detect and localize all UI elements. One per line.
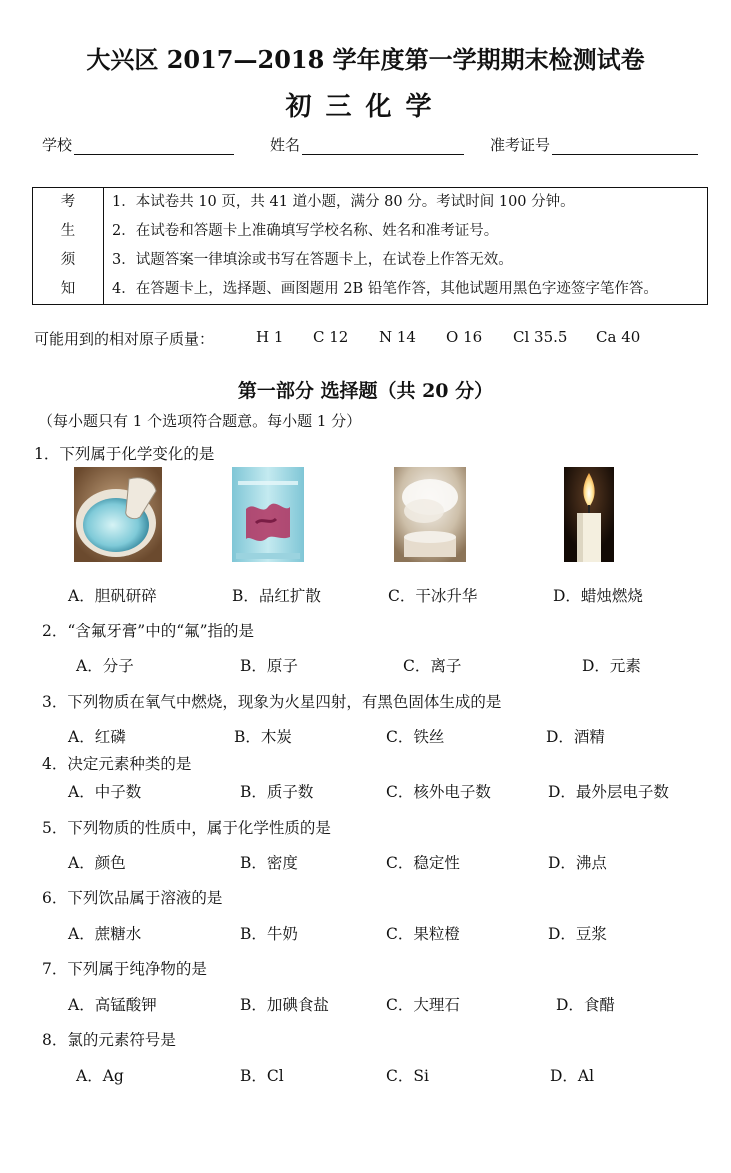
notes-side-char: 知	[60, 281, 76, 297]
option-d[interactable]: D．Al	[550, 1067, 595, 1085]
note-item: 4．在答题卡上，选择题、画图题用 2B 铅笔作答，其他试题用黑色字迹签字笔作答。	[112, 281, 658, 297]
dry-ice-image	[394, 467, 466, 562]
option-b[interactable]: B．木炭	[234, 728, 292, 746]
notes-side-char: 生	[60, 223, 76, 239]
candidate-notes-table	[32, 187, 708, 305]
option-c[interactable]: C．Si	[386, 1067, 429, 1085]
mortar-pestle-image	[74, 467, 162, 562]
option-a[interactable]: A．中子数	[68, 783, 142, 801]
option-d[interactable]: D．酒精	[546, 728, 605, 746]
id-blank[interactable]	[552, 138, 698, 155]
notes-content	[104, 188, 708, 305]
atomic-masses	[34, 328, 640, 349]
notes-side-char: 考	[60, 194, 76, 210]
option-a[interactable]: A．Ag	[76, 1067, 124, 1085]
mass-item: Cl 35.5	[513, 328, 568, 346]
question-stem: 6．下列饮品属于溶液的是	[42, 889, 223, 907]
school-field	[42, 134, 234, 155]
section-note: （每小题只有 1 个选项符合题意。每小题 1 分）	[38, 412, 362, 430]
note-item: 3．试题答案一律填涂或书写在答题卡上，在试卷上作答无效。	[112, 252, 513, 268]
question-stem: 7．下列属于纯净物的是	[42, 960, 207, 978]
beaker-dye-image	[232, 467, 304, 562]
name-field	[270, 134, 464, 155]
option-c[interactable]: C．铁丝	[386, 728, 445, 746]
option-b[interactable]: B．加碘食盐	[240, 996, 329, 1014]
question-stem: 4．决定元素种类的是	[42, 755, 192, 773]
id-label: 准考证号	[490, 136, 551, 154]
note-item: 2．在试卷和答题卡上准确填写学校名称、姓名和准考证号。	[112, 223, 499, 239]
option-b[interactable]: B．品红扩散	[232, 587, 321, 605]
exam-subtitle: 初三化学	[285, 92, 446, 122]
name-blank[interactable]	[302, 138, 464, 155]
option-a[interactable]: A．蔗糖水	[68, 925, 142, 943]
option-a[interactable]: A．分子	[76, 657, 134, 675]
mass-item: O 16	[446, 328, 483, 346]
option-b[interactable]: B．密度	[240, 854, 298, 872]
note-item: 1．本试卷共 10 页，共 41 道小题，满分 80 分。考试时间 100 分钟。	[112, 194, 575, 210]
question-stem: 3．下列物质在氧气中燃烧，现象为火星四射，有黑色固体生成的是	[42, 693, 502, 711]
mass-item: Ca 40	[596, 328, 641, 346]
option-d[interactable]: D．沸点	[548, 854, 607, 872]
option-c[interactable]: C．干冰升华	[388, 587, 478, 605]
option-c[interactable]: C．大理石	[386, 996, 460, 1014]
option-d[interactable]: D．元素	[582, 657, 641, 675]
option-a[interactable]: A．胆矾研碎	[68, 587, 157, 605]
option-c[interactable]: C．果粒橙	[386, 925, 460, 943]
option-a[interactable]: A．颜色	[68, 854, 126, 872]
option-d[interactable]: D．最外层电子数	[548, 783, 669, 801]
id-field	[490, 134, 698, 155]
burning-candle-image	[564, 467, 614, 562]
mass-item: C 12	[313, 328, 349, 346]
exam-title: 大兴区 2017—2018 学年度第一学期期末检测试卷	[86, 45, 645, 74]
option-c[interactable]: C．核外电子数	[386, 783, 491, 801]
option-c[interactable]: C．离子	[403, 657, 462, 675]
question-stem: 8．氯的元素符号是	[42, 1031, 176, 1049]
notes-side-char: 须	[60, 252, 76, 268]
option-d[interactable]: D．豆浆	[548, 925, 607, 943]
option-b[interactable]: B．牛奶	[240, 925, 298, 943]
option-d[interactable]: D．食醋	[556, 996, 615, 1014]
option-a[interactable]: A．红磷	[68, 728, 126, 746]
question-stem: 5．下列物质的性质中，属于化学性质的是	[42, 819, 331, 837]
option-a[interactable]: A．高锰酸钾	[68, 996, 157, 1014]
school-blank[interactable]	[74, 138, 234, 155]
question-stem: 1．下列属于化学变化的是	[34, 445, 215, 463]
notes-side-label	[33, 188, 104, 305]
section-title: 第一部分 选择题（共 20 分）	[237, 380, 494, 402]
question-stem: 2．“含氟牙膏”中的“氟”指的是	[42, 622, 255, 640]
option-b[interactable]: B．Cl	[240, 1067, 284, 1085]
option-b[interactable]: B．质子数	[240, 783, 314, 801]
mass-item: N 14	[379, 328, 416, 346]
school-label: 学校	[42, 136, 73, 154]
option-d[interactable]: D．蜡烛燃烧	[553, 587, 643, 605]
option-b[interactable]: B．原子	[240, 657, 298, 675]
name-label: 姓名	[270, 136, 301, 154]
masses-label: 可能用到的相对原子质量：	[34, 330, 215, 348]
option-c[interactable]: C．稳定性	[386, 854, 460, 872]
mass-item: H 1	[256, 328, 284, 346]
